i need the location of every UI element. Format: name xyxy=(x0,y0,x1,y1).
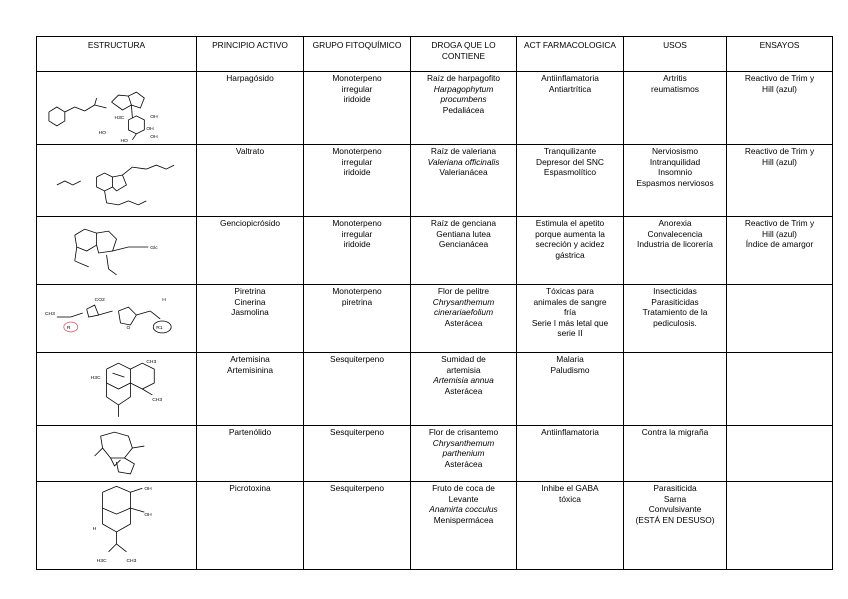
usos-cell-line: Convulsivante xyxy=(648,504,702,515)
droga-cell-line: Chrysanthemum xyxy=(432,437,495,448)
structure-drawing xyxy=(37,426,197,482)
droga-cell-line: Asterácea xyxy=(444,385,483,396)
act-farmacologica-cell-line: Antiinflamatoria xyxy=(541,73,599,83)
act-farmacologica-cell xyxy=(517,482,624,570)
grupo-fitoquimico-cell-line: iridoide xyxy=(343,94,371,105)
droga-cell-line: Harpagophytum xyxy=(433,83,494,94)
svg-text:H: H xyxy=(92,526,97,532)
grupo-fitoquimico-cell-line: iridoide xyxy=(343,239,371,250)
droga-cell-line: procumbens xyxy=(440,94,487,105)
droga-cell xyxy=(411,72,517,145)
act-farmacologica-cell-line: Estimula el apetito xyxy=(535,218,605,228)
svg-text:O: O xyxy=(126,325,131,331)
usos-cell-line: Nerviosismo xyxy=(651,146,699,156)
svg-text:HO: HO xyxy=(98,130,107,136)
grupo-fitoquimico-cell-line: Monoterpeno xyxy=(332,218,382,228)
svg-text:CO2: CO2 xyxy=(94,298,105,304)
ensayos-cell-line: Hill (azul) xyxy=(762,228,797,239)
grupo-fitoquimico-cell-line: Sesquiterpeno xyxy=(329,483,384,493)
act-farmacologica-cell-line: Espasmolítico xyxy=(543,167,597,178)
grupo-fitoquimico-cell-line: Monoterpeno xyxy=(332,73,382,83)
ensayos-cell xyxy=(727,145,833,217)
usos-cell xyxy=(624,482,727,570)
droga-cell-line: Raíz de valeriana xyxy=(430,146,497,156)
act-farmacologica-cell-line: animales de sangre xyxy=(533,296,607,307)
principio-activo-cell xyxy=(197,426,304,482)
principio-activo-cell-line: Partenólido xyxy=(228,427,272,437)
principio-activo-cell xyxy=(197,145,304,217)
droga-cell xyxy=(411,145,517,217)
droga-cell-line: Anamirta cocculus xyxy=(429,504,498,515)
usos-cell-line: Intranquilidad xyxy=(649,156,701,167)
principio-activo-cell xyxy=(197,217,304,285)
act-farmacologica-cell-line: tóxica xyxy=(559,493,581,504)
act-farmacologica-cell-line: gástrica xyxy=(555,249,585,260)
grupo-fitoquimico-cell-line: Sesquiterpeno xyxy=(329,427,384,437)
header-droga: DROGA QUE LO CONTIENE xyxy=(411,37,517,72)
droga-cell-line: Sumidad de xyxy=(441,354,486,364)
usos-cell-line: reumatismos xyxy=(651,83,699,94)
table-row xyxy=(37,353,833,426)
usos-cell xyxy=(624,285,727,353)
droga-cell xyxy=(411,426,517,482)
usos-cell-line: Parasiticida xyxy=(653,483,697,493)
grupo-fitoquimico-cell xyxy=(304,145,411,217)
grupo-fitoquimico-cell-line: irregular xyxy=(341,156,373,167)
svg-text:CH3: CH3 xyxy=(126,558,137,564)
svg-text:HO: HO xyxy=(120,138,128,144)
usos-cell xyxy=(624,353,727,426)
droga-cell-line: Asterácea xyxy=(444,317,483,328)
act-farmacologica-cell xyxy=(517,285,624,353)
svg-text:CH3: CH3 xyxy=(146,360,157,366)
phytochemistry-table xyxy=(36,36,833,570)
table-row xyxy=(37,426,833,482)
svg-text:OH: OH xyxy=(144,513,152,519)
droga-cell-line: Chrysanthemum xyxy=(432,296,495,307)
grupo-fitoquimico-cell xyxy=(304,217,411,285)
table-row xyxy=(37,217,833,285)
droga-cell-line: Valeriana officinalis xyxy=(427,156,500,167)
ensayos-cell xyxy=(727,285,833,353)
header-grupo-fitoquimico: GRUPO FITOQUÍMICO xyxy=(304,37,411,72)
droga-cell-line: Flor de pelitre xyxy=(437,286,490,296)
ensayos-cell xyxy=(727,217,833,285)
svg-text:H3C: H3C xyxy=(90,376,101,382)
grupo-fitoquimico-cell-line: piretrina xyxy=(341,296,373,307)
grupo-fitoquimico-cell-line: Monoterpeno xyxy=(332,286,382,296)
ensayos-cell-line: Reactivo de Trim y xyxy=(744,146,815,156)
droga-cell-line: Flor de crisantemo xyxy=(428,427,499,437)
struct-label: Glc xyxy=(150,246,158,252)
droga-cell xyxy=(411,217,517,285)
ensayos-cell-line: Índice de amargor xyxy=(745,239,814,250)
usos-cell-line: Artritis xyxy=(663,73,687,83)
structure-drawing xyxy=(37,217,197,285)
act-farmacologica-cell-line: Paludismo xyxy=(550,364,590,375)
header-usos: USOS xyxy=(624,37,727,72)
act-farmacologica-cell-line: Malaria xyxy=(556,354,584,364)
principio-activo-cell-line: Valtrato xyxy=(235,146,265,156)
usos-cell-line: Convalecencia xyxy=(647,228,703,239)
svg-text:CH3: CH3 xyxy=(44,312,55,318)
droga-cell-line: Gencianácea xyxy=(438,239,489,250)
droga-cell-line: Fruto de coca de xyxy=(432,483,495,493)
ensayos-cell-line: Hill (azul) xyxy=(762,156,797,167)
header-principio-activo: PRINCIPIO ACTIVO xyxy=(197,37,304,72)
usos-cell-line: Sarna xyxy=(663,493,687,504)
act-farmacologica-cell-line: Tranquilizante xyxy=(543,146,597,156)
usos-cell xyxy=(624,426,727,482)
droga-cell-line: Menispermácea xyxy=(433,514,494,525)
usos-cell-line: Contra la migraña xyxy=(641,427,709,437)
principio-activo-cell-line: Jasmolina xyxy=(231,307,269,318)
droga-cell-line: artemisia xyxy=(446,364,481,375)
act-farmacologica-cell-line: Inhibe el GABA xyxy=(541,483,599,493)
principio-activo-cell xyxy=(197,72,304,145)
struct-label: H3C xyxy=(114,115,125,121)
structure-drawing xyxy=(37,353,197,426)
table-row xyxy=(37,285,833,353)
droga-cell-line: Pedaliácea xyxy=(442,104,485,115)
principio-activo-cell-line: Harpagósido xyxy=(226,73,274,83)
grupo-fitoquimico-cell-line: Monoterpeno xyxy=(332,146,382,156)
principio-activo-cell xyxy=(197,353,304,426)
act-farmacologica-cell-line: Depresor del SNC xyxy=(536,156,604,167)
structure-drawing xyxy=(37,72,197,145)
svg-text:H: H xyxy=(162,298,166,304)
grupo-fitoquimico-cell-line: Sesquiterpeno xyxy=(329,354,384,364)
droga-cell-line: Asterácea xyxy=(444,458,483,469)
usos-cell-line: Parasiticidas xyxy=(651,296,699,307)
svg-text:OH: OH xyxy=(146,126,154,132)
svg-text:OH: OH xyxy=(150,114,158,120)
usos-cell xyxy=(624,72,727,145)
act-farmacologica-cell-line: Antiartrítica xyxy=(548,83,592,94)
ensayos-cell-line: Hill (azul) xyxy=(762,83,797,94)
act-farmacologica-cell xyxy=(517,145,624,217)
droga-cell xyxy=(411,353,517,426)
grupo-fitoquimico-cell xyxy=(304,482,411,570)
structure-drawing xyxy=(37,145,197,217)
act-farmacologica-cell-line: secreción y acidez xyxy=(535,239,605,250)
usos-cell-line: (ESTÁ EN DESUSO) xyxy=(635,514,715,525)
droga-cell-line: cinerariaefolium xyxy=(433,307,494,318)
principio-activo-cell xyxy=(197,482,304,570)
droga-cell-line: Levante xyxy=(448,493,479,504)
usos-cell xyxy=(624,217,727,285)
act-farmacologica-cell xyxy=(517,72,624,145)
header-estructura: ESTRUCTURA xyxy=(37,37,197,72)
ensayos-cell xyxy=(727,426,833,482)
svg-text:R: R xyxy=(66,325,71,331)
act-farmacologica-cell xyxy=(517,353,624,426)
grupo-fitoquimico-cell-line: irregular xyxy=(341,228,373,239)
table-row xyxy=(37,72,833,145)
principio-activo-cell-line: Genciopicrósido xyxy=(219,218,281,228)
grupo-fitoquimico-cell xyxy=(304,353,411,426)
header-act-farmacologica: ACT FARMACOLOGICA xyxy=(517,37,624,72)
svg-text:H3C: H3C xyxy=(96,558,107,564)
usos-cell-line: Industria de licorería xyxy=(637,239,713,250)
principio-activo-cell-line: Artemisinina xyxy=(226,364,274,375)
ensayos-cell xyxy=(727,353,833,426)
act-farmacologica-cell-line: Antiinflamatoria xyxy=(541,427,599,437)
svg-text:OH: OH xyxy=(150,134,158,140)
act-farmacologica-cell-line: fría xyxy=(563,307,577,318)
droga-cell-line: Artemisia annua xyxy=(433,375,494,386)
table-row xyxy=(37,145,833,217)
principio-activo-cell-line: Piretrina xyxy=(234,286,266,296)
ensayos-cell xyxy=(727,482,833,570)
header-row xyxy=(37,37,833,72)
ensayos-cell-line: Reactivo de Trim y xyxy=(744,73,815,83)
act-farmacologica-cell-line: Tóxicas para xyxy=(546,286,594,296)
act-farmacologica-cell-line: Serie I más letal que xyxy=(531,317,609,328)
grupo-fitoquimico-cell xyxy=(304,285,411,353)
svg-text:CH3: CH3 xyxy=(152,397,163,403)
ensayos-cell-line: Reactivo de Trim y xyxy=(744,218,815,228)
header-ensayos: ENSAYOS xyxy=(727,37,833,72)
droga-cell-line: parthenium xyxy=(442,448,485,459)
droga-cell xyxy=(411,482,517,570)
structure-drawing xyxy=(37,285,197,353)
principio-activo-cell-line: Cinerina xyxy=(234,296,266,307)
principio-activo-cell xyxy=(197,285,304,353)
grupo-fitoquimico-cell-line: irregular xyxy=(341,83,373,94)
principio-activo-cell-line: Picrotoxina xyxy=(229,483,271,493)
table-row xyxy=(37,482,833,570)
structure-drawing xyxy=(37,482,197,570)
droga-cell-line: Gentiana lutea xyxy=(436,228,491,239)
principio-activo-cell-line: Artemisina xyxy=(230,354,270,364)
droga-cell-line: Valerianácea xyxy=(439,167,488,178)
act-farmacologica-cell xyxy=(517,217,624,285)
ensayos-cell xyxy=(727,72,833,145)
droga-cell-line: Raíz de genciana xyxy=(430,218,497,228)
droga-cell-line: Raíz de harpagofito xyxy=(426,73,501,83)
droga-cell xyxy=(411,285,517,353)
usos-cell-line: pediculosis. xyxy=(653,317,697,328)
usos-cell xyxy=(624,145,727,217)
grupo-fitoquimico-cell xyxy=(304,72,411,145)
grupo-fitoquimico-cell xyxy=(304,426,411,482)
svg-text:R1: R1 xyxy=(156,325,163,331)
usos-cell-line: Tratamiento de la xyxy=(642,307,708,318)
usos-cell-line: Insomnio xyxy=(658,167,692,178)
grupo-fitoquimico-cell-line: iridoide xyxy=(343,167,371,178)
usos-cell-line: Insecticidas xyxy=(653,286,697,296)
act-farmacologica-cell-line: serie II xyxy=(557,328,583,339)
act-farmacologica-cell-line: porque aumenta la xyxy=(535,228,605,239)
usos-cell-line: Anorexia xyxy=(658,218,692,228)
svg-text:OH: OH xyxy=(144,487,152,493)
act-farmacologica-cell xyxy=(517,426,624,482)
usos-cell-line: Espasmos nerviosos xyxy=(636,177,714,188)
